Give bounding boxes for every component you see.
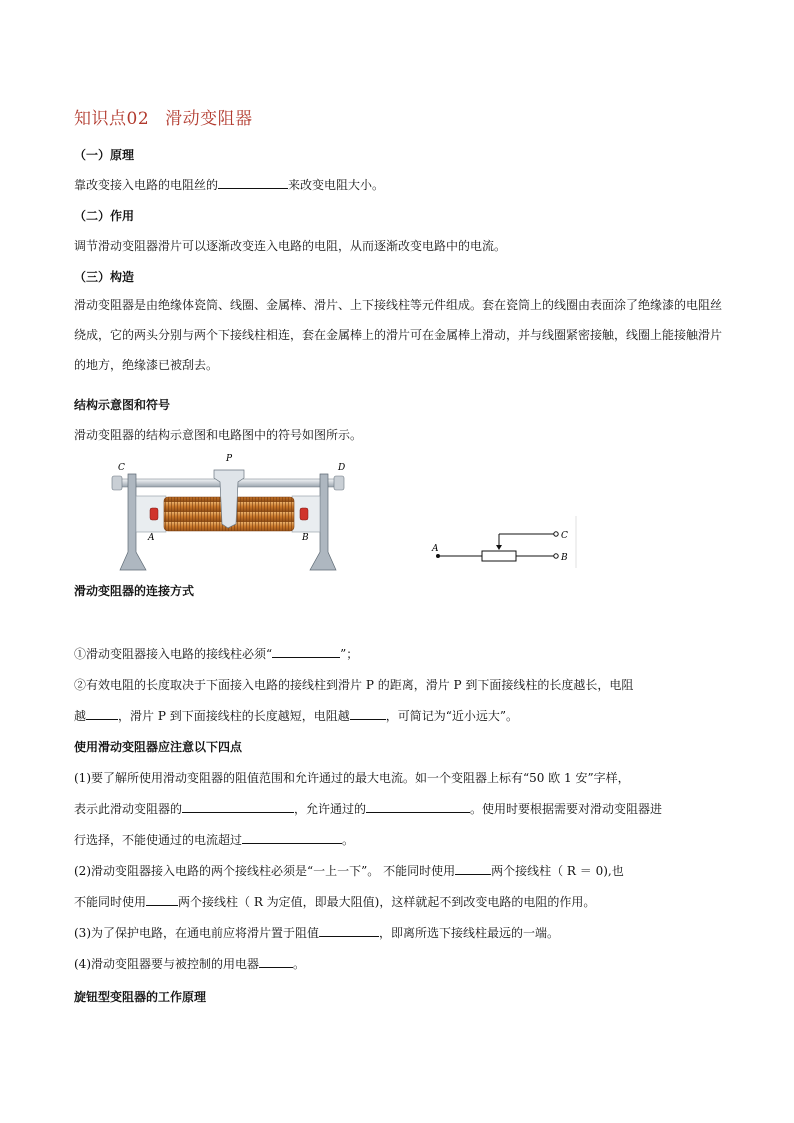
sym-label-a: A (432, 544, 439, 554)
heading-structure: （三）构造 (74, 270, 135, 284)
usage-p3-post: ，即离所选下接线柱最远的一端。 (379, 926, 560, 940)
rheostat-figure (106, 452, 350, 572)
blank-principle (218, 176, 288, 189)
blank-usage-6 (319, 924, 379, 937)
title-name: 滑动变阻器 (165, 109, 253, 129)
terminal-b (300, 508, 308, 520)
blank-usage-1 (182, 800, 294, 813)
blank-usage-2 (366, 800, 470, 813)
connection-l2b-pre: 越 (74, 709, 87, 723)
usage-p1-line-1: (1)要了解所使用滑动变阻器的阻值范围和允许通过的最大电流。如一个变阻器上标有“50 欧 1 安”字样， (74, 771, 630, 785)
node-c (554, 532, 558, 536)
usage-p2-line-1 (74, 862, 624, 879)
usage-p3 (74, 924, 559, 941)
connection-line-2a: ②有效电阻的长度取决于下面接入电路的接线柱到滑片 P 的距离，滑片 P 到下面接线柱的长度越长，电阻 (74, 678, 634, 692)
label-b: B (302, 533, 309, 543)
usage-p2b-pre: 不能同时使用 (74, 895, 147, 909)
connection-l2b-mid: ，滑片 P 到下面接线柱的长度越短，电阻越 (118, 709, 350, 723)
blank-usage-5 (146, 893, 178, 906)
terminal-d (334, 476, 344, 490)
terminal-c (112, 476, 122, 490)
usage-p2b-post: 两个接线柱（ R 为定值，即最大阻值)，这样就起不到改变电路的电阻的作用。 (178, 895, 596, 909)
blank-usage-4 (455, 862, 491, 875)
usage-p1c-pre: 行选择，不能使通过的电流超过 (74, 833, 243, 847)
sym-label-c: C (561, 531, 568, 541)
usage-p1b-post: 。使用时要根据需要对滑动变阻器进 (470, 802, 663, 816)
principle-text-pre: 靠改变接入电路的电阻丝的 (74, 178, 219, 192)
usage-p3-pre: (3)为了保护电路，在通电前应将滑片置于阻值 (74, 926, 319, 940)
usage-p2a-pre: (2)滑动变阻器接入电路的两个接线柱必须是“一上一下”。 不能同时使用 (74, 864, 456, 878)
heading-principle: （一）原理 (74, 148, 135, 162)
blank-usage-7 (259, 955, 293, 968)
usage-p2a-post: 两个接线柱（ R ＝ 0),也 (491, 864, 624, 878)
blank-connection-2 (86, 707, 118, 720)
blank-connection-3 (350, 707, 386, 720)
rheostat-symbol (430, 514, 580, 574)
heading-connection: 滑动变阻器的连接方式 (74, 584, 195, 598)
principle-line (74, 176, 384, 193)
label-p: P (226, 454, 233, 464)
usage-p2-line-2 (74, 893, 595, 910)
usage-p1c-post: 。 (342, 833, 355, 847)
wiper-arrow (496, 545, 502, 550)
usage-p4-pre: (4)滑动变阻器要与被控制的用电器 (74, 957, 259, 971)
function-text: 调节滑动变阻器滑片可以逐渐改变连入电路的电阻，从而逐渐改变电路中的电流。 (74, 239, 507, 253)
node-b (554, 554, 558, 558)
heading-diagram: 结构示意图和符号 (74, 398, 171, 412)
title-number: 知识点02 (74, 109, 150, 129)
usage-p1b-pre: 表示此滑动变阻器的 (74, 802, 183, 816)
heading-rotary: 旋钮型变阻器的工作原理 (74, 990, 207, 1004)
label-a: A (148, 533, 155, 543)
usage-p1-line-3 (74, 831, 354, 848)
label-d: D (338, 463, 346, 473)
page-title (74, 104, 253, 129)
connection-l1-pre: ①滑动变阻器接入电路的接线柱必须“ (74, 647, 273, 661)
connection-line-2b (74, 707, 518, 724)
sym-label-b: B (561, 553, 568, 563)
terminal-a (150, 508, 158, 520)
connection-l2b-post: ，可简记为“近小远大”。 (385, 709, 519, 723)
connection-line-1 (74, 645, 358, 662)
usage-p1b-mid: ，允许通过的 (294, 802, 367, 816)
blank-connection-1 (272, 645, 340, 658)
usage-p4-post: 。 (293, 957, 306, 971)
usage-p1-line-2 (74, 800, 662, 817)
connection-l1-post: ”； (340, 647, 359, 661)
structure-paragraph: 滑动变阻器是由绝缘体瓷筒、线圈、金属棒、滑片、上下接线柱等元件组成。套在瓷筒上的线圈由表面涂了绝缘漆的电阻丝绕成，它的两头分别与两个下接线柱相连，套在金属棒上的滑片可在金属棒上滑动，并与线圈紧密接触，线圈上能接触滑片的地方，绝缘漆已被刮去。 (74, 298, 723, 372)
label-c: C (118, 463, 125, 473)
usage-p4 (74, 955, 305, 972)
heading-function: （二）作用 (74, 209, 135, 223)
heading-usage: 使用滑动变阻器应注意以下四点 (74, 740, 243, 754)
diagram-caption: 滑动变阻器的结构示意图和电路图中的符号如图所示。 (74, 428, 363, 442)
resistor-box (482, 551, 516, 561)
blank-usage-3 (242, 831, 342, 844)
principle-text-post: 来改变电阻大小。 (288, 178, 385, 192)
